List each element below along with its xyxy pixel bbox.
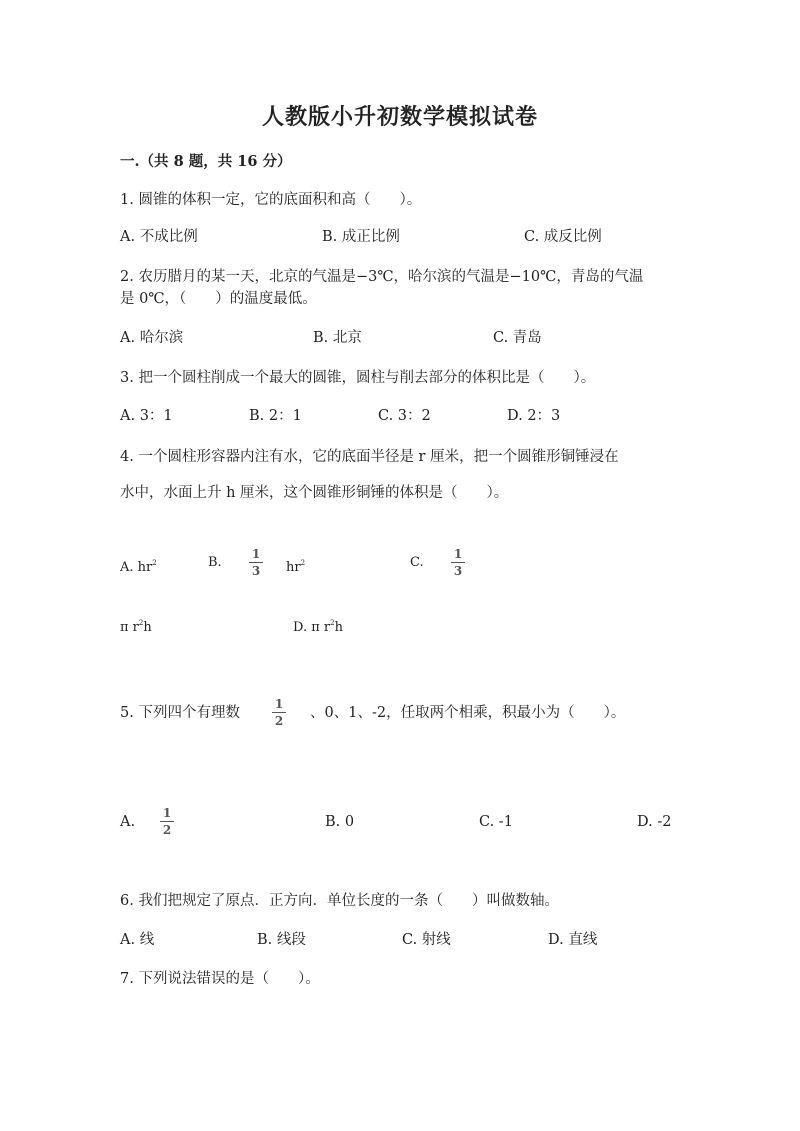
exponent: 2 [152,559,157,567]
question-4-option-c-fraction [451,548,465,577]
question-4-stem-line-2: 水中，水面上升 h 厘米，这个圆锥形铜锤的体积是（ ）。 [120,485,509,501]
question-3-option-b: B. 2：1 [249,408,302,424]
exponent: 2 [330,619,335,627]
question-2-option-b: B. 北京 [313,330,362,346]
fraction-numerator: 1 [274,697,284,711]
question-5-option-a-fraction [160,807,174,836]
fraction-denominator: 2 [274,714,284,728]
question-1-option-c: C. 成反比例 [524,229,602,245]
question-2-stem-line-1: 2. 农历腊月的某一天，北京的气温是−3℃，哈尔滨的气温是−10℃，青岛的气温 [120,269,644,285]
question-3-stem: 3. 把一个圆柱削成一个最大的圆锥，圆柱与削去部分的体积比是（ ）。 [120,370,596,386]
question-4-option-b-label: B. [208,555,222,570]
question-6-option-d: D. 直线 [548,932,598,948]
question-4-option-a [120,553,157,578]
option-c-cont-suffix: h [143,620,152,635]
question-5-option-a-label: A. [120,814,136,830]
fraction-denominator: 3 [453,564,463,578]
option-c-cont-prefix: π r [120,620,139,635]
question-4-option-c-continuation [120,613,152,638]
question-6-stem: 6. 我们把规定了原点．正方向．单位长度的一条（ ）叫做数轴。 [120,893,559,909]
question-2-stem-line-2: 是 0℃，（ ）的温度最低。 [120,291,317,307]
exponent: 2 [300,559,306,567]
fraction-bar [160,821,174,822]
question-6-option-c: C. 射线 [402,932,451,948]
fraction-denominator: 3 [251,564,261,578]
fraction-numerator: 1 [162,806,172,820]
fraction-bar [272,712,286,713]
question-4-option-c-label: C. [410,555,424,570]
option-d-prefix: D. π r [293,620,331,635]
page-title: 人教版小升初数学模拟试卷 [261,104,538,130]
question-6-option-a: A. 线 [120,932,155,948]
question-5-stem-suffix: 、0、1、-2，任取两个相乘，积最小为（ ）。 [310,705,626,721]
question-5-fraction [272,698,286,727]
question-1-stem: 1. 圆锥的体积一定，它的底面积和高（ ）。 [120,192,422,208]
question-3-option-a: A. 3：1 [120,408,173,424]
question-2-option-c: C. 青岛 [493,330,542,346]
question-3-option-d: D. 2：3 [507,408,561,424]
fraction-bar [249,562,263,563]
question-4-option-b-fraction [249,548,263,577]
question-4-option-d [293,613,343,638]
question-1-option-a: A. 不成比例 [120,229,198,245]
fraction-bar [451,562,465,563]
question-1-option-b: B. 成正比例 [322,229,400,245]
fraction-denominator: 2 [162,823,172,837]
question-4-option-b-text [286,553,305,578]
question-5-option-b: B. 0 [325,814,355,830]
option-a-text: A. hr [120,560,153,575]
question-3-option-c: C. 3：2 [378,408,431,424]
question-2-option-a: A. 哈尔滨 [120,330,184,346]
fraction-numerator: 1 [453,547,463,561]
fraction-numerator: 1 [251,547,261,561]
option-d-suffix: h [334,620,343,635]
exponent: 2 [138,619,144,627]
question-5-option-d: D. -2 [637,814,672,830]
question-5-stem-prefix: 5. 下列四个有理数 [120,705,240,721]
question-7-stem: 7. 下列说法错误的是（ ）。 [120,971,320,987]
option-b-suffix: hr [286,560,301,575]
section-header: 一.（共 8 题，共 16 分） [120,153,292,170]
question-4-stem-line-1: 4. 一个圆柱形容器内注有水，它的底面半径是 r 厘米，把一个圆锥形铜锤浸在 [120,449,619,465]
question-5-option-c: C. -1 [479,814,513,830]
question-6-option-b: B. 线段 [257,932,306,948]
